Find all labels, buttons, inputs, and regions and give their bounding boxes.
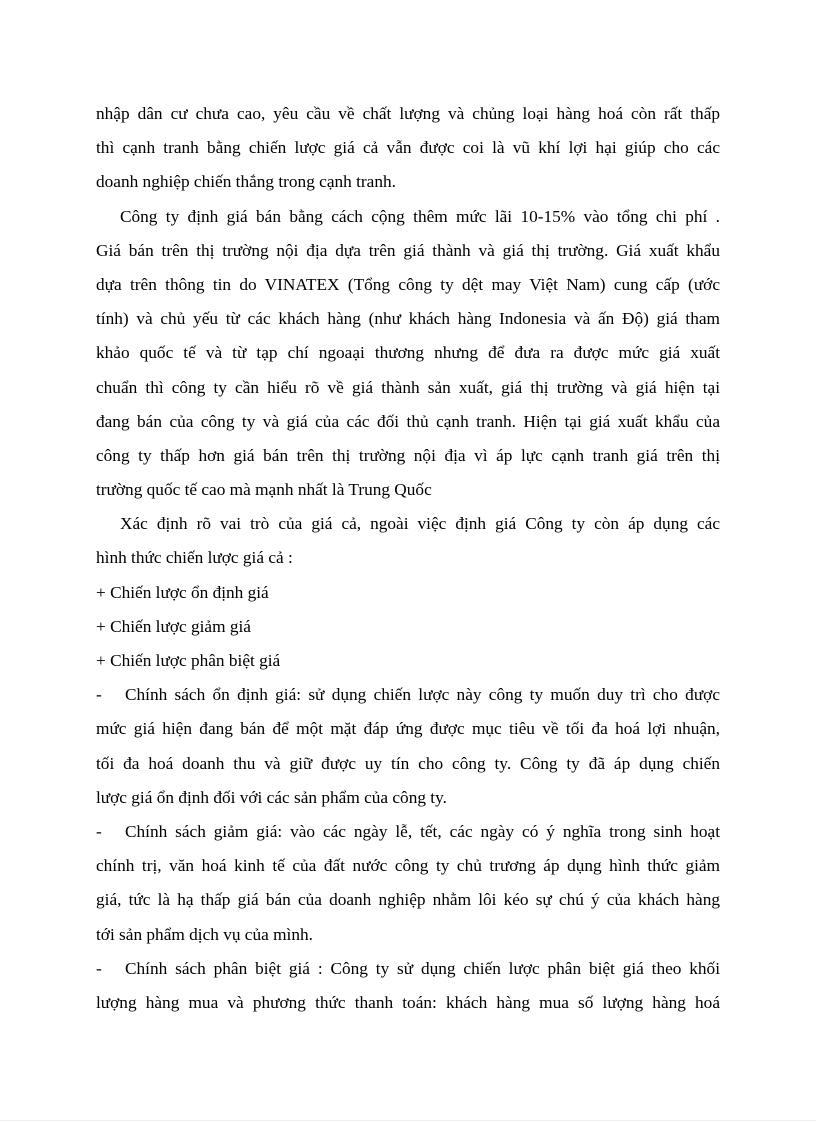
policy-stable-price	[96, 678, 720, 815]
policy-differential-price	[96, 952, 720, 1020]
policy-heading-line: Chính sách phân biệt giá : Công ty sử dụng chiến lược phân biệt giá theo khối	[125, 958, 720, 978]
text-line: đang bán của công ty và giá của các đối thủ cạnh tranh. Hiện tại giá xuất khẩu của	[96, 411, 720, 431]
dash-bullet: -	[96, 685, 102, 705]
text-line: chuẩn thì công ty cần hiểu rõ về giá thành sản xuất, giá thị trường và giá hiện tại	[96, 377, 720, 397]
text-line	[96, 952, 720, 986]
text-line: nhập dân cư chưa cao, yêu cầu về chất lượng và chủng loại hàng hoá còn rất thấp	[96, 104, 720, 123]
list-item: + Chiến lược giảm giá	[96, 616, 251, 636]
text-line	[96, 815, 720, 849]
text-line: mức giá hiện đang bán để một mặt đáp ứng được mục tiêu về tối đa hoá lợi nhuận,	[96, 719, 720, 739]
text-line: trường quốc tế cao mà mạnh nhất là Trung Quốc	[96, 480, 432, 500]
text-line: dựa trên thông tin do VINATEX (Tổng công ty dệt may Việt Nam) cung cấp (ước	[96, 274, 720, 294]
text-line: lượng hàng mua và phương thức thanh toán: khách hàng mua số lượng hàng hoá	[96, 992, 720, 1012]
paragraph-population-income	[96, 97, 720, 200]
list-item: + Chiến lược phân biệt giá	[96, 651, 281, 670]
paragraph-price-role	[96, 507, 720, 575]
page-bottom-edge	[0, 1120, 816, 1121]
text-line: hình thức chiến lược giá cả :	[96, 548, 293, 568]
text-line: tới sản phẩm dịch vụ của mình.	[96, 924, 313, 944]
text-line: giá, tức là hạ thấp giá bán của doanh nghiệp nhằm lôi kéo sự chú ý của khách hàng	[96, 890, 720, 910]
text-line: doanh nghiệp chiến thắng trong cạnh tranh.	[96, 172, 396, 192]
text-line: Xác định rõ vai trò của giá cả, ngoài việc định giá Công ty còn áp dụng các	[120, 514, 720, 534]
text-line: Giá bán trên thị trường nội địa dựa trên giá thành và giá thị trường. Giá xuất khẩu	[96, 240, 720, 260]
policy-heading-line: Chính sách giảm giá: vào các ngày lễ, tết, các ngày có ý nghĩa trong sinh hoạt	[125, 821, 720, 841]
dash-bullet: -	[96, 821, 102, 841]
text-line: thì cạnh tranh bằng chiến lược giá cả vẫn được coi là vũ khí lợi hại giúp cho các	[96, 138, 720, 158]
policy-heading-line: Chính sách ổn định giá: sử dụng chiến lược này công ty muốn duy trì cho được	[125, 685, 720, 705]
text-line: Công ty định giá bán bằng cách cộng thêm mức lãi 10-15% vào tổng chi phí .	[120, 206, 720, 226]
paragraph-pricing-method	[96, 200, 720, 508]
strategy-list	[96, 576, 720, 679]
text-line: khảo quốc tế và từ tạp chí ngoaại thương nhưng để đưa ra được mức giá xuất	[96, 343, 720, 363]
list-item: + Chiến lược ổn định giá	[96, 582, 269, 602]
text-line: công ty thấp hơn giá bán trên thị trường nội địa vì áp lực cạnh tranh giá trên thị	[96, 445, 720, 465]
policy-discount	[96, 815, 720, 952]
text-line	[96, 678, 720, 712]
text-line: lược giá ổn định đối với các sản phẩm của công ty.	[96, 787, 447, 807]
document-page	[96, 97, 720, 1020]
dash-bullet: -	[96, 958, 102, 978]
text-line: chính trị, văn hoá kinh tế của đất nước công ty chủ trương áp dụng hình thức giảm	[96, 856, 720, 876]
text-line: tính) và chủ yếu từ các khách hàng (như khách hàng Indonesia và ấn Độ) giá tham	[96, 309, 720, 329]
text-line: tối đa hoá doanh thu và giữ được uy tín cho công ty. Công ty đã áp dụng chiến	[96, 753, 720, 773]
